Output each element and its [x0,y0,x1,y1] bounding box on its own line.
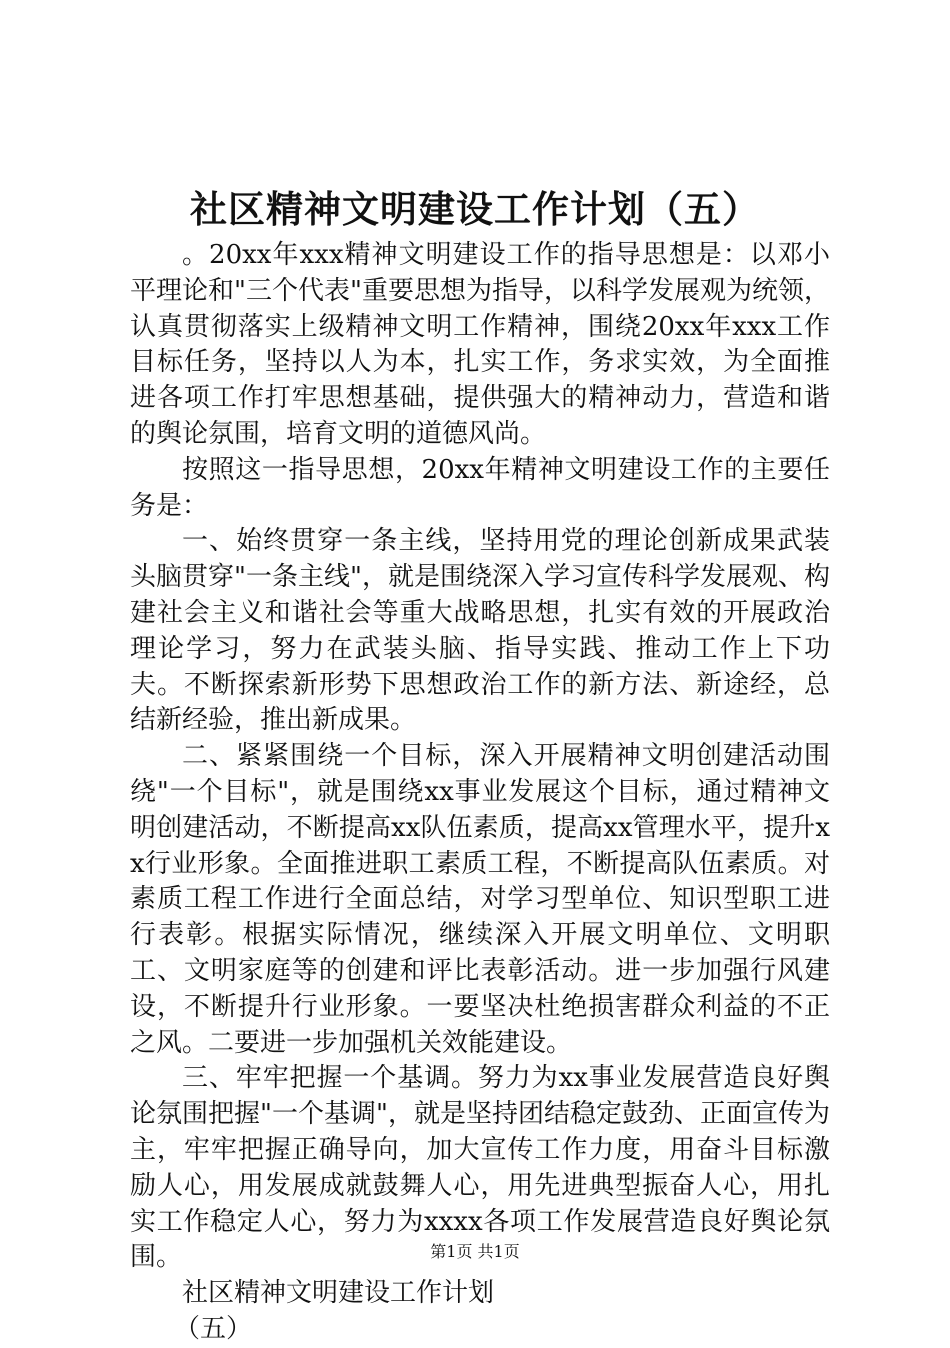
document-body [130,238,830,1348]
paragraph-task-three: 三、牢牢把握一个基调。努力为xx事业发展营造良好舆论氛围把握"一个基调"，就是坚持团结稳定鼓劲、正面宣传为主，牢牢把握正确导向，加大宣传工作力度，用奋斗目标激励人心，用发展成就鼓舞人心，用先进典型振奋人心，用扎实工作稳定人心，努力为xxxx各项工作发展营造良好舆论氛围。 [130,1063,830,1273]
paragraph-guiding-thought: 。20xx年xxx精神文明建设工作的指导思想是：以邓小平理论和"三个代表"重要思想为指导，以科学发展观为统领，认真贯彻落实上级精神文明工作精神，围绕20xx年xxx工作目标任务，坚持以人为本，扎实工作，务求实效，为全面推进各项工作打牢思想基础，提供强大的精神动力，营造和谐的舆论氛围，培育文明的道德风尚。 [130,240,830,449]
page-footer: 第1页 共1页 [430,1242,520,1261]
paragraph-task-two: 二、紧紧围绕一个目标，深入开展精神文明创建活动围绕"一个目标"，就是围绕xx事业发展这个目标，通过精神文明创建活动，不断提高xx队伍素质，提高xx管理水平，提升xx行业形象。全面推进职工素质工程，不断提高队伍素质。对素质工程工作进行全面总结，对学习型单位、知识型职工进行表彰。根据实际情况，继续深入开展文明单位、文明职工、文明家庭等的创建和评比表彰活动。进一步加强行风建设，不断提升行业形象。一要坚决杜绝损害群众利益的不正之风。二要进一步加强机关效能建设。 [130,741,830,1058]
paragraph-task-one: 一、始终贯穿一条主线，坚持用党的理论创新成果武装头脑贯穿"一条主线"，就是围绕深入学习宣传科学发展观、构建社会主义和谐社会等重大战略思想，扎实有效的开展政治理论学习，努力在武装头脑、指导实践、推动工作上下功夫。不断探索新形势下思想政治工作的新方法、新途经，总结新经验，推出新成果。 [130,526,830,736]
document-title: 社区精神文明建设工作计划（五） [190,187,760,231]
closing-number-line: （五） [174,1313,253,1344]
closing-title-line: 社区精神文明建设工作计划 [182,1278,495,1309]
paragraph-main-tasks: 按照这一指导思想，20xx年精神文明建设工作的主要任务是： [130,454,830,521]
